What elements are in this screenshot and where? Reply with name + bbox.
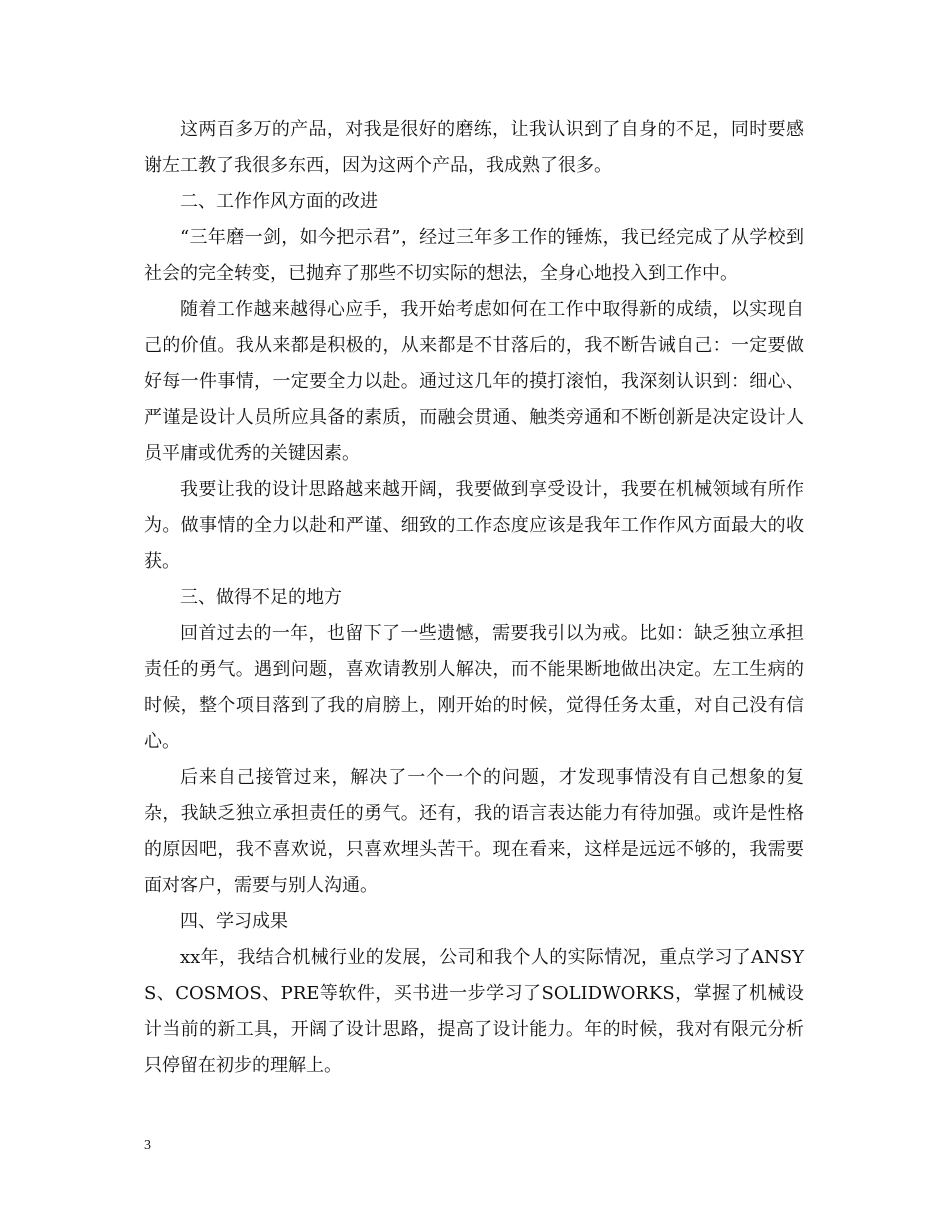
paragraph-3: 随着工作越来越得心应手，我开始考虑如何在工作中取得新的成绩，以实现自己的价值。我从来都是积极的，从来都是不甘落后的，我不断告诫自己：一定要做好每一件事情，一定要全力以赴。通过这几年的摸打滚怕，我深刻认识到：细心、严谨是设计人员所应具备的素质，而融会贯通、触类旁通和不断创新是决定设计人员平庸或优秀的关键因素。	[144, 299, 804, 464]
paragraph-6: 后来自己接管过来，解决了一个一个的问题，才发现事情没有自己想象的复杂，我缺乏独立承担责任的勇气。还有，我的语言表达能力有待加强。或许是性格的原因吧，我不喜欢说，只喜欢埋头苦干。现在看来，这样是远远不够的，我需要面对客户，需要与别人沟通。	[144, 767, 804, 896]
paragraph-2: “三年磨一剑，如今把示君”，经过三年多工作的锤炼，我已经完成了从学校到社会的完全转变，已抛弃了那些不切实际的想法，全身心地投入到工作中。	[144, 227, 804, 284]
section-heading-2: 二、工作作风方面的改进	[180, 191, 378, 212]
section-heading-4: 四、学习成果	[180, 911, 288, 932]
paragraph-1: 这两百多万的产品，对我是很好的磨练，让我认识到了自身的不足，同时要感谢左工教了我很多东西，因为这两个产品，我成熟了很多。	[144, 119, 804, 176]
paragraph-7: xx年，我结合机械行业的发展，公司和我个人的实际情况，重点学习了ANSYS、COSMOS、PRE等软件，买书进一步学习了SOLIDWORKS，掌握了机械设计当前的新工具，开阔了设计思路，提高了设计能力。年的时候，我对有限元分析只停留在初步的理解上。	[144, 947, 804, 1076]
section-heading-3: 三、做得不足的地方	[180, 587, 342, 608]
paragraph-4: 我要让我的设计思路越来越开阔，我要做到享受设计，我要在机械领域有所作为。做事情的全力以赴和严谨、细致的工作态度应该是我年工作作风方面最大的收获。	[144, 479, 804, 572]
document-body	[144, 112, 804, 1084]
page-number: 3	[144, 1138, 151, 1153]
paragraph-5: 回首过去的一年，也留下了一些遗憾，需要我引以为戒。比如：缺乏独立承担责任的勇气。遇到问题，喜欢请教别人解决，而不能果断地做出决定。左工生病的时候，整个项目落到了我的肩膀上，刚开始的时候，觉得任务太重，对自己没有信心。	[144, 623, 804, 752]
